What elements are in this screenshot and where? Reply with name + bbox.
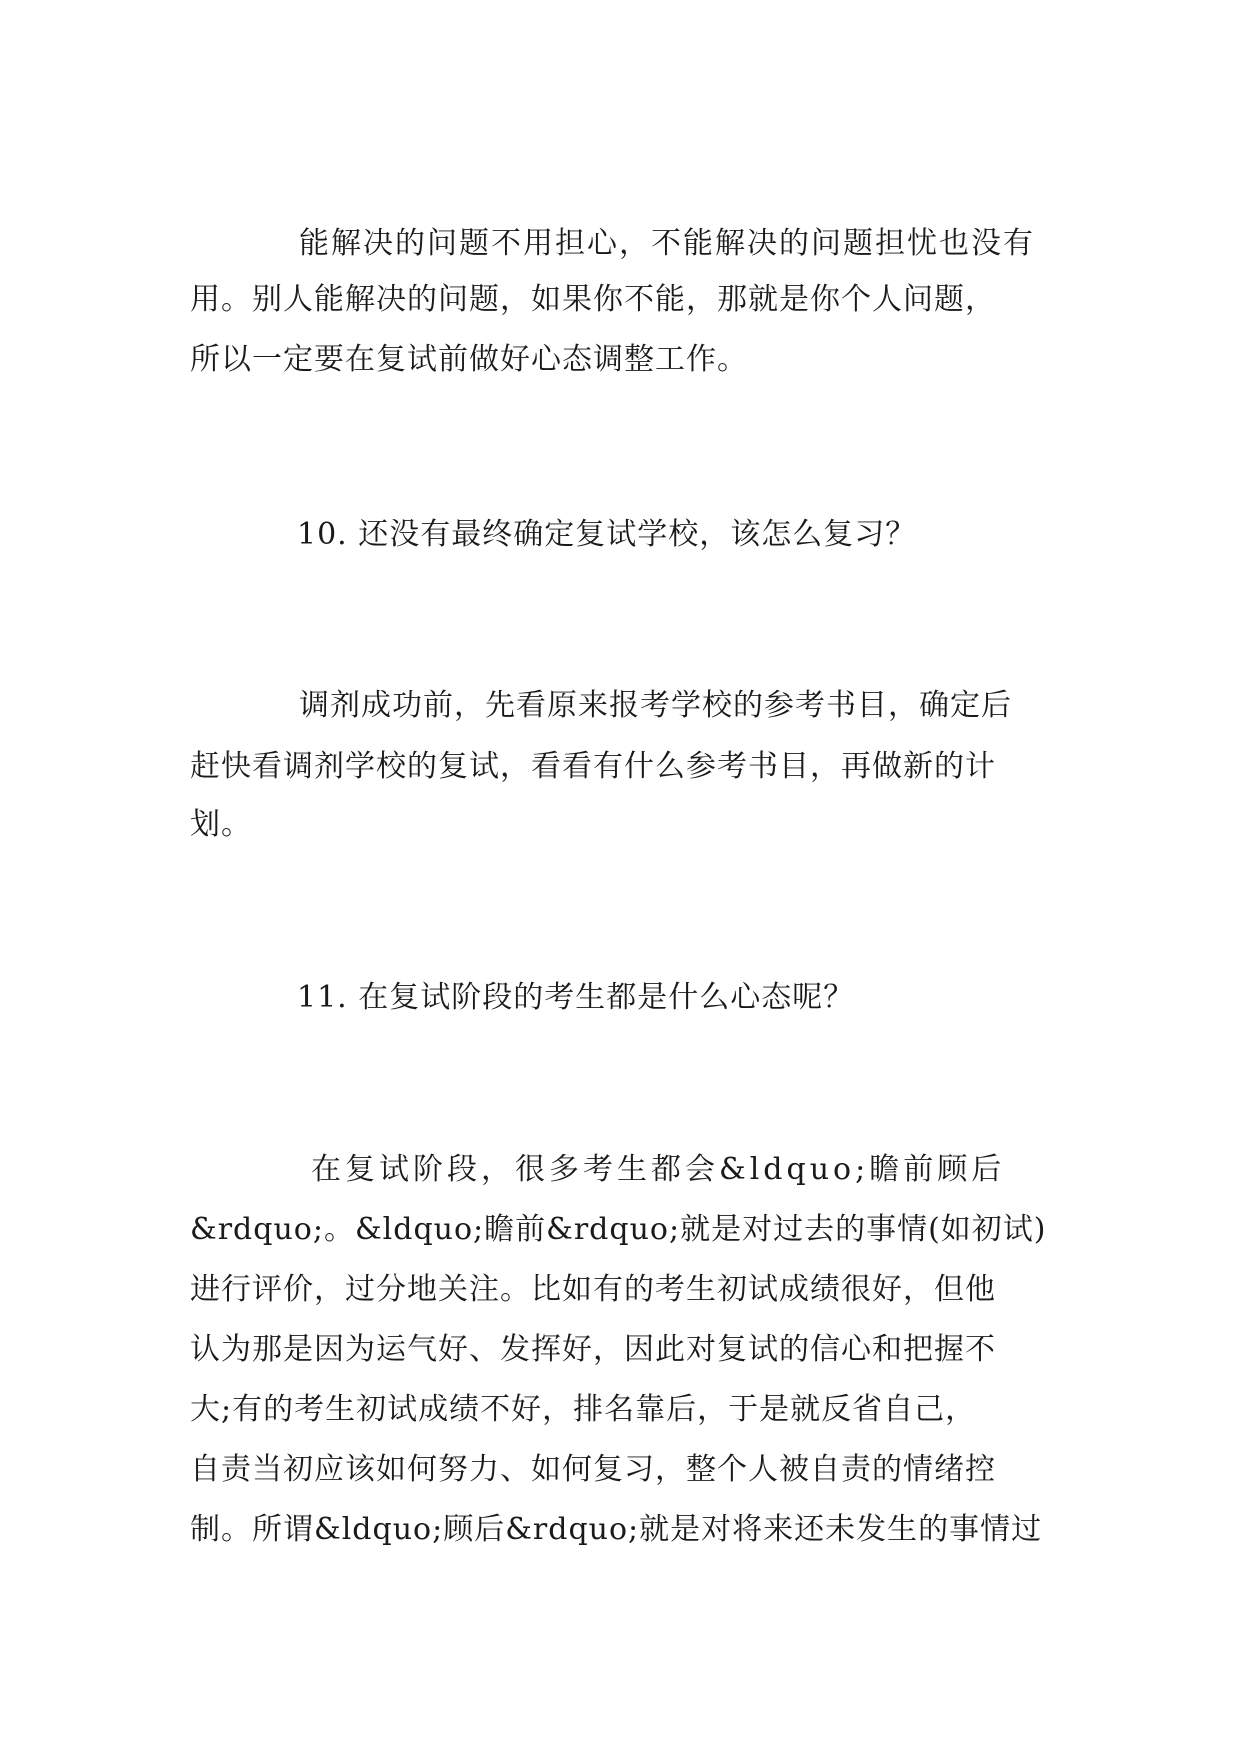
paragraph-3-line-3: 进行评价，过分地关注。比如有的考生初试成绩很好，但他 xyxy=(190,1272,996,1307)
paragraph-1-line-3: 所以一定要在复试前做好心态调整工作。 xyxy=(190,342,748,377)
paragraph-3-line-7: 制。所谓&ldquo;顾后&rdquo;就是对将来还未发生的事情过 xyxy=(190,1512,1043,1547)
paragraph-1-line-2: 用。别人能解决的问题，如果你不能，那就是你个人问题， xyxy=(190,282,996,317)
question-10-heading: 10. 还没有最终确定复试学校，该怎么复习？ xyxy=(297,517,917,552)
paragraph-2-line-1: 调剂成功前，先看原来报考学校的参考书目，确定后 xyxy=(299,688,1012,723)
paragraph-2-line-3: 划。 xyxy=(190,807,252,842)
paragraph-2-line-2: 赶快看调剂学校的复试，看看有什么参考书目，再做新的计 xyxy=(190,749,996,784)
paragraph-1-line-1: 能解决的问题不用担心，不能解决的问题担忧也没有 xyxy=(299,226,1035,261)
paragraph-3-line-2: &rdquo;。&ldquo;瞻前&rdquo;就是对过去的事情(如初试) xyxy=(190,1212,1047,1247)
paragraph-3-line-6: 自责当初应该如何努力、如何复习，整个人被自责的情绪控 xyxy=(190,1452,996,1487)
paragraph-3-line-1: 在复试阶段，很多考生都会&ldquo;瞻前顾后 xyxy=(311,1152,1006,1187)
paragraph-3-line-5: 大;有的考生初试成绩不好，排名靠后，于是就反省自己， xyxy=(190,1392,977,1427)
paragraph-3-line-4: 认为那是因为运气好、发挥好，因此对复试的信心和把握不 xyxy=(190,1332,996,1367)
question-11-heading: 11. 在复试阶段的考生都是什么心态呢？ xyxy=(297,980,855,1015)
